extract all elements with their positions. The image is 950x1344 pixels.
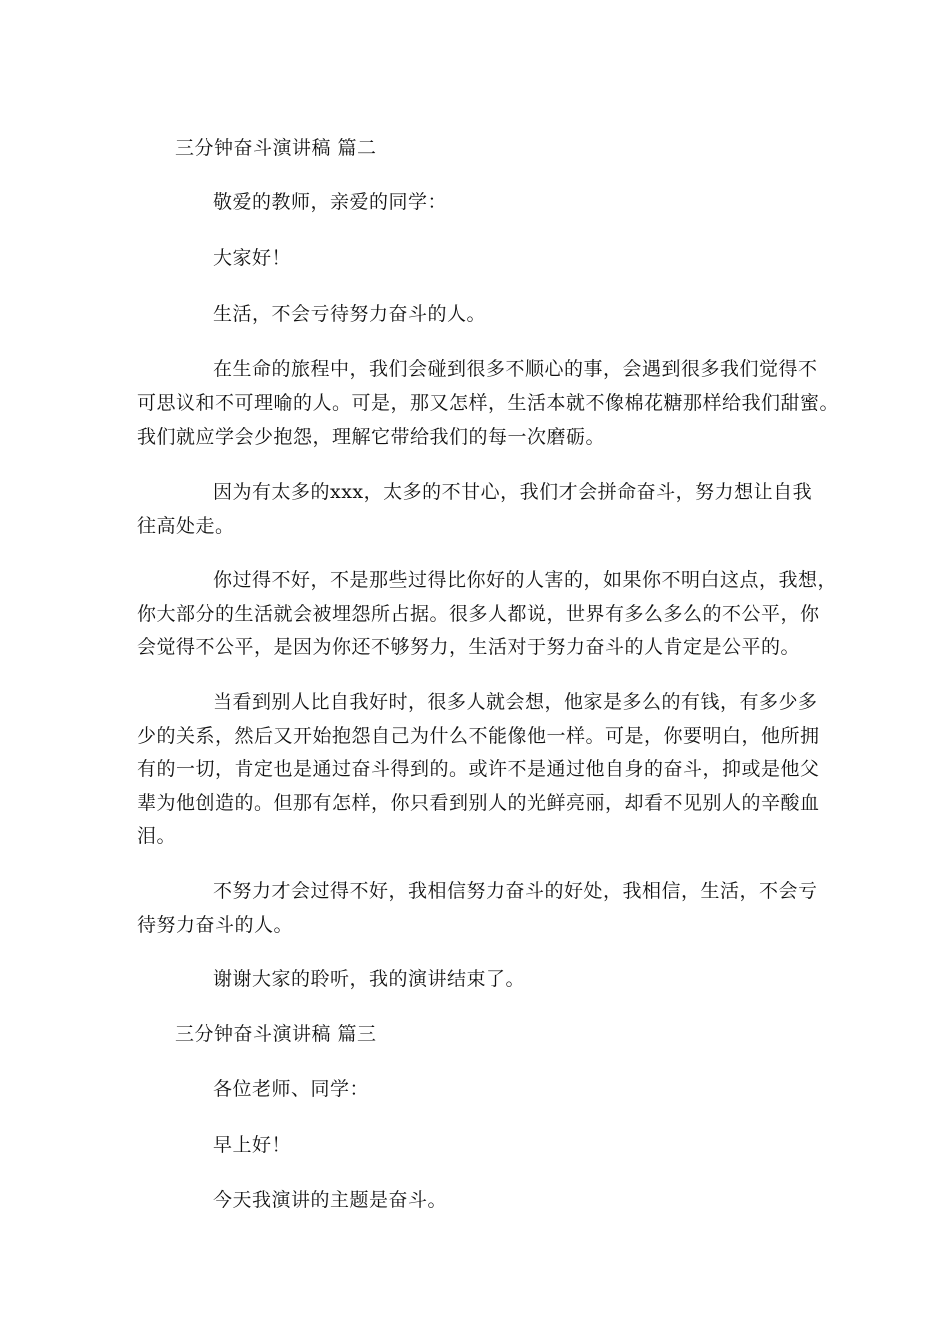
section-heading: 三分钟奋斗演讲稿 篇三 — [175, 1023, 377, 1045]
paragraph-line: 泪。 — [137, 825, 177, 847]
greeting: 各位老师、同学： — [213, 1078, 370, 1100]
paragraph-line: 有的一切，肯定也是通过奋斗得到的。或许不是通过他自身的奋斗，抑或是他父 — [137, 758, 820, 780]
paragraph-line: 在生命的旅程中，我们会碰到很多不顺心的事，会遇到很多我们觉得不 — [213, 358, 818, 380]
paragraph-line: 我们就应学会少抱怨，理解它带给我们的每一次磨砺。 — [137, 426, 606, 448]
section-heading: 三分钟奋斗演讲稿 篇二 — [175, 137, 377, 159]
paragraph-line: 待努力奋斗的人。 — [137, 914, 294, 936]
theme-line: 生活，不会亏待努力奋斗的人。 — [213, 303, 487, 325]
paragraph-line: 因为有太多的xxx，太多的不甘心，我们才会拼命奋斗，努力想让自我 — [213, 481, 813, 503]
paragraph-line: 会觉得不公平，是因为你还不够努力，生活对于努力奋斗的人肯定是公平的。 — [137, 636, 801, 658]
salutation: 早上好！ — [213, 1134, 292, 1156]
paragraph-line: 不努力才会过得不好，我相信努力奋斗的好处，我相信，生活，不会亏 — [213, 880, 818, 902]
paragraph-line: 当看到别人比自我好时，很多人就会想，他家是多么的有钱，有多少多 — [213, 691, 818, 713]
salutation: 大家好！ — [213, 247, 292, 269]
paragraph-line: 往高处走。 — [137, 515, 235, 537]
closing-line: 谢谢大家的聆听，我的演讲结束了。 — [213, 968, 526, 990]
paragraph-line: 少的关系，然后又开始抱怨自己为什么不能像他一样。可是，你要明白，他所拥 — [137, 725, 820, 747]
paragraph-line: 你过得不好，不是那些过得比你好的人害的，如果你不明白这点，我想， — [213, 569, 838, 591]
topic-line: 今天我演讲的主题是奋斗。 — [213, 1189, 448, 1211]
paragraph-line: 可思议和不可理喻的人。可是，那又怎样，生活本就不像棉花糖那样给我们甜蜜。 — [137, 392, 840, 414]
greeting: 敬爱的教师，亲爱的同学： — [213, 191, 448, 213]
paragraph-line: 你大部分的生活就会被埋怨所占据。很多人都说，世界有多么多么的不公平，你 — [137, 603, 820, 625]
paragraph-line: 辈为他创造的。但那有怎样，你只看到别人的光鲜亮丽，却看不见别人的辛酸血 — [137, 792, 820, 814]
